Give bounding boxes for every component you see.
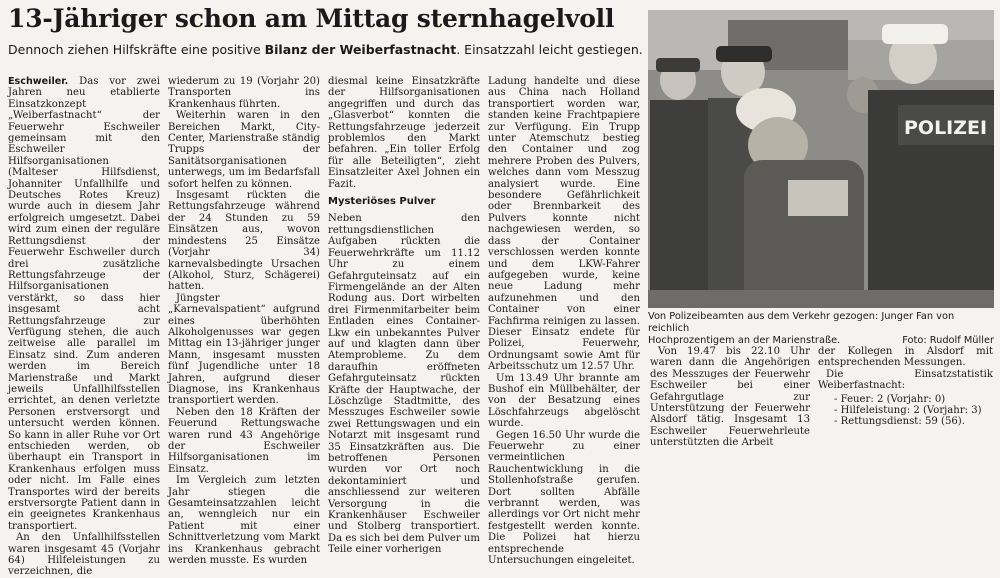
dateline: Eschweiler. (8, 76, 69, 87)
article-column-3 (328, 76, 480, 556)
paragraph: Die Einsatzstatistik Weiberfastnacht: (818, 368, 993, 392)
photo-illustration (648, 10, 994, 308)
paragraph: Neben den 18 Kräften der Feuerund Rettungswache waren rund 43 Angehörige der Eschweiler Hilfsorganisationen im Einsatz. (168, 406, 320, 475)
paragraph: Im Vergleich zum letzten Jahr stiegen die Gesamteinsatzzahlen leicht an, wenngleich nur ein Patient mit einer Schnittverletzung vom Markt ins Krankenhaus gebracht werden musste. Es wurden (168, 475, 320, 567)
paragraph: Von 19.47 bis 22.10 Uhr waren dann die Angehörigen des Messzuges der Feuerwehr Eschweiler bei einer Gefahrgutlage zur Unterstützung der Feuerwehr Alsdorf tätig. Insgesamt 13 Eschweiler Feuerwehrleute unterstützten die Arbeit (650, 346, 810, 449)
subheadline-pre: Dennoch ziehen Hilfskräfte eine positive (8, 42, 265, 57)
paragraph: wiederum zu 19 (Vorjahr 20) Transporten ins Krankenhaus führten. (168, 76, 320, 110)
paragraph: Ladung handelte und diese aus China nach Holland transportiert worden war, standen keine Frachtpapiere zur Verfügung. Ein Trupp unter Atemschutz bestieg den Container und zog mehrere Proben des Pulvers, welches dann vom Messzug analysiert wurde. Eine besondere Gefährlichkeit oder Brennbarkeit des Pulvers konnte nicht nachgewiesen werden, so dass der Container verschlossen werden konnte und dem LKW-Fahrer aufgegeben wurde, keine neue Ladung mehr aufzunehmen und den Container von einer Fachfirma reinigen zu lassen. Dieser Einsatz endete für Polizei, Feuerwehr, Ordnungsamt sowie Amt für Arbeitsschutz um 12.57 Uhr. (488, 76, 640, 373)
statistics-list (818, 394, 993, 428)
paragraph: Weiterhin waren in den Bereichen Markt, City-Center, Marienstraße ständig Trupps der Sanitätsorganisationen unterwegs, um im Bedarfsfall sofort helfen zu können. (168, 110, 320, 190)
caption-line-1: Von Polizeibeamten aus dem Verkehr gezogen: Junger Fan von reichlich (648, 311, 955, 334)
photo-caption (648, 311, 994, 347)
subheadline-post: . Einsatzzahl leicht gestiegen. (456, 42, 643, 57)
section-heading: Mysteriöses Pulver (328, 196, 436, 208)
article-column-6 (818, 346, 993, 430)
police-vest-lettering: POLIZEI (904, 117, 988, 139)
subheadline (8, 42, 648, 58)
paragraph: der Kollegen in Alsdorf mit entsprechenden Messungen. (818, 346, 993, 369)
paragraph: An den Unfallhilfsstellen waren insgesamt 45 (Vorjahr 64) Hilfeleistungen zu verzeichnen, die (8, 532, 160, 578)
article-column-1 (8, 76, 160, 578)
paragraph: Jüngster „Karnevalspatient“ aufgrund eines überhöhten Alkoholgenusses war gegen Mittag ein 13-jähriger junger Mann, insgesamt mussten fünf Jugendliche unter 18 Jahren, aufgrund dieser Diagnose, ins Krankenhaus transportiert werden. (168, 292, 320, 407)
article-column-2 (168, 76, 320, 567)
paragraph: Um 13.49 Uhr brannte am Bushof ein Müllbehälter, der von der Besatzung eines Löschfahrzeugs abgelöscht wurde. (488, 372, 640, 430)
paragraph: Gegen 16.50 Uhr wurde die Feuerwehr zu einer vermeintlichen Rauchentwicklung in die Stollenhofstraße gerufen. Dort sollten Abfälle verbrannt werden, was allerdings vor Ort nicht mehr festgestellt werden konnte. Die Polizei hat hierzu entsprechende Untersuchungen eingeleitet. (488, 429, 640, 567)
photo-credit: Foto: Rudolf Müller (902, 335, 994, 346)
subheadline-bold: Bilanz der Weiberfastnacht (264, 42, 457, 57)
headline: 13-Jähriger schon am Mittag sternhagelvoll (8, 4, 615, 33)
statistic-item: - Hilfeleistung: 2 (Vorjahr: 3) (834, 405, 982, 417)
paragraph: diesmal keine Einsatzkräfte der Hilfsorganisationen angegriffen und durch das „Glasverbot“ konnten die Rettungsfahrzeuge jederzeit problemlos den Markt befahren. „Ein toller Erfolg für alle Beteiligten“, zieht Einsatzleiter Axel Johnen ein Fazit. (328, 76, 480, 190)
paragraph: Neben den rettungsdienstlichen Aufgaben rückten die Feuerwehrkräfte um 11.12 Uhr zu einem Gefahrguteinsatz auf ein Firmengelände an der Alten Rodung aus. Dort wirbelten drei Firmenmitarbeiter beim Entladen eines Container-Lkw ein unbekanntes Pulver auf und klagten dann über Atemprobleme. Zu dem daraufhin eröffneten Gefahrguteinsatz rückten Kräfte der Hauptwache, der Löschzüge Stadtmitte, des Messzuges Eschweiler sowie zwei Rettungswagen und ein Notarzt mit insgesamt rund 35 Einsatzkräften aus. Die betroffenen Personen wurden vor Ort noch dekontaminiert und anschliessend zur weiteren Versorgung in die Krankenhäuser Eschweiler und Stolberg transportiert. Da es sich bei dem Pulver um Teile einer vorherigen (328, 213, 480, 556)
article-column-4 (488, 76, 640, 567)
statistic-item: - Rettungsdienst: 59 (56). (834, 416, 965, 428)
news-photo (648, 10, 994, 308)
paragraph: Das vor zwei Jahren neu etablierte Einsatzkonzept „Weiberfastnacht“ der Feuerwehr Eschweiler gemeinsam mit den Eschweiler Hilfsorganisationen (Malteser Hilfsdienst, Johanniter Unfallhilfe und Deutsches Rotes Kreuz) wurde auch in diesem Jahr erfolgreich umgesetzt. Dabei wird zum einen der reguläre Rettungsdienst der Feuerwehr Eschweiler durch drei zusätzliche Rettungsfahrzeuge der Hilfsorganisationen verstärkt, so dass hier insgesamt acht Rettungsfahrzeuge zur Verfügung stehen, die auch zeitweise alle parallel im Einsatz sind. Zum anderen werden im Bereich Marienstraße und Markt jeweils Unfallhilfsstellen errichtet, an denen verletzte Personen erstversorgt und untersucht werden können. So kann in aller Ruhe vor Ort entschieden werden, ob überhaupt ein Transport in Krankenhaus erfolgen muss oder nicht. Im Falle eines Transportes wird der bereits erstversorgte Patient dann in ein geeignetes Krankenhaus transportiert. (8, 76, 160, 532)
paragraph: Insgesamt rückten die Rettungsfahrzeuge während der 24 Stunden zu 59 Einsätzen aus, wovon mindestens 25 Einsätze (Vorjahr 34) karnevalsbedingte Ursachen (Alkohol, Sturz, Schägerei) hatten. (168, 190, 320, 293)
statistic-item: - Feuer: 2 (Vorjahr: 0) (834, 393, 946, 405)
caption-line-2: Hochprozentigem an der Marienstraße. (648, 335, 841, 346)
article-column-5 (650, 346, 810, 449)
